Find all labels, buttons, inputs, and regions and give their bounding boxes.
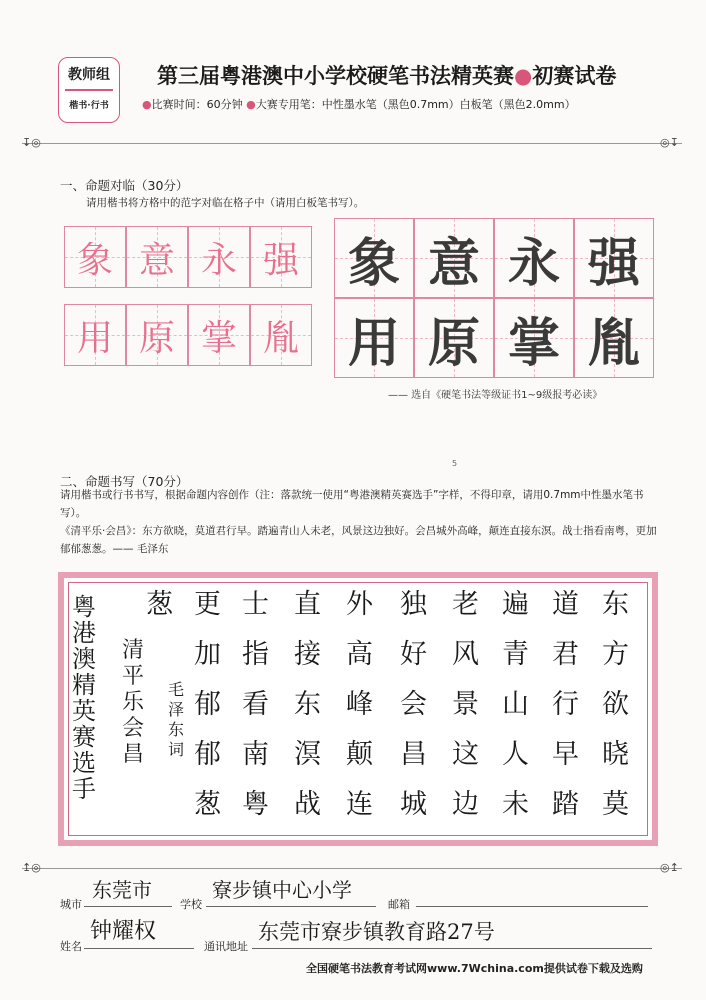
signature-char: 手 <box>72 775 96 803</box>
poem-char: 遍 <box>502 589 529 620</box>
model-char: 象 <box>347 232 400 294</box>
signature-char: 粤 <box>72 593 96 621</box>
model-char: 胤 <box>262 317 299 359</box>
poem-char: 这 <box>452 739 479 770</box>
model-char: 永 <box>507 232 560 294</box>
divider-ornament-right: ◎↥ <box>660 861 679 874</box>
model-char: 原 <box>427 312 480 374</box>
model-char-cell <box>494 298 574 378</box>
poem-column <box>294 580 321 830</box>
name-value[interactable]: 钟耀权 <box>90 919 157 944</box>
author-column <box>168 680 184 760</box>
model-char-cell <box>188 226 250 288</box>
model-char-cell <box>494 218 574 298</box>
exam-info <box>142 96 576 112</box>
model-char: 强 <box>587 232 640 294</box>
author-char: 泽 <box>168 700 185 719</box>
signature-char: 选 <box>72 749 96 777</box>
signature-char: 港 <box>72 619 96 647</box>
poem-char: 溟 <box>294 739 321 770</box>
poem-char: 峰 <box>346 689 373 720</box>
poem-char: 独 <box>400 589 427 620</box>
poem-char: 更 <box>194 589 221 620</box>
name-label: 姓名 <box>60 940 82 953</box>
poem-char: 老 <box>452 589 479 620</box>
header-divider <box>22 143 682 144</box>
poem-char: 加 <box>194 639 221 670</box>
poem-column <box>400 580 427 830</box>
model-char-cell <box>188 304 250 366</box>
poem-column <box>242 580 269 830</box>
poem-char: 昌 <box>400 739 427 770</box>
poem-column <box>452 580 479 830</box>
bullet-dot: ● <box>142 98 152 111</box>
model-char-cell <box>574 298 654 378</box>
poem-char: 战 <box>294 789 321 820</box>
model-char: 象 <box>76 239 113 281</box>
author-char: 毛 <box>168 680 185 699</box>
section2-instruction: 请用楷书或行书书写，根据命题内容创作（注：落款统一使用“粤港澳精英赛选手”字样，不得印章，请用0.7mm中性墨水笔书写）。 <box>60 489 644 519</box>
poem-title-char: 清 <box>122 638 145 663</box>
signature-char: 精 <box>72 671 96 699</box>
signature-char: 赛 <box>72 723 96 751</box>
poem-char: 连 <box>346 789 373 820</box>
section1-title: 一、命题对临（30分） <box>60 178 189 193</box>
model-char-cell <box>64 304 126 366</box>
address-value[interactable]: 东莞市寮步镇教育路27号 <box>258 920 495 944</box>
poem-char: 山 <box>502 689 529 720</box>
divider-ornament-left: ↧◎ <box>22 136 41 149</box>
poem-title-char: 会 <box>122 716 145 741</box>
poem-title-char: 昌 <box>122 742 145 767</box>
author-char: 东 <box>168 720 185 739</box>
model-char: 永 <box>200 239 237 281</box>
model-char-cell <box>250 304 312 366</box>
name-underline <box>84 948 194 949</box>
model-char-cell <box>414 218 494 298</box>
poem-text: 《清平乐·会昌》：东方欲晓，莫道君行早。踏遍青山人未老，风景这边独好。会昌城外高峰，颠连直接东溟。战士指看南粤，更加郁郁葱葱。—— 毛泽东 <box>60 525 657 555</box>
school-underline <box>206 906 376 907</box>
poem-char: 指 <box>242 639 269 670</box>
poem-char: 东 <box>602 589 629 620</box>
poem-char: 青 <box>502 639 529 670</box>
poem-char: 风 <box>452 639 479 670</box>
group-badge <box>58 57 120 123</box>
poem-char: 外 <box>346 589 373 620</box>
model-char-cell <box>334 218 414 298</box>
poem-column <box>602 580 629 830</box>
poem-char: 欲 <box>602 689 629 720</box>
section1-instruction: 请用楷书将方格中的范字对临在格子中（请用白板笔书写）。 <box>86 197 365 209</box>
divider-ornament-left: ↥◎ <box>22 861 41 874</box>
poem-title-char: 平 <box>122 664 145 689</box>
poem-char: 踏 <box>552 789 579 820</box>
school-value[interactable]: 寮步镇中心小学 <box>212 878 352 902</box>
model-char: 强 <box>262 239 299 281</box>
author-char: 词 <box>168 740 185 759</box>
badge-group-label: 教师组 <box>68 67 110 83</box>
exam-pen: 大赛专用笔：中性墨水笔（黑色0.7mm）白板笔（黑色2.0mm） <box>255 98 576 111</box>
model-char: 原 <box>138 317 175 359</box>
model-char: 意 <box>427 232 480 294</box>
title-main: 第三届粤港澳中小学校硬笔书法精英赛 <box>157 64 514 88</box>
poem-char: 人 <box>502 739 529 770</box>
model-char: 掌 <box>200 317 237 359</box>
city-label: 城市 <box>60 898 82 911</box>
poem-char: 好 <box>400 639 427 670</box>
signature-column <box>72 594 96 802</box>
poem-char: 方 <box>602 639 629 670</box>
page-title <box>157 60 616 90</box>
poem-column <box>552 580 579 830</box>
poem-char: 葱 <box>146 589 173 620</box>
signature-char: 英 <box>72 697 96 725</box>
poem-char: 东 <box>294 689 321 720</box>
model-char-cell <box>334 298 414 378</box>
bullet-dot: ● <box>246 98 256 111</box>
section2-title: 二、命题书写（70分） <box>60 474 189 489</box>
model-char-cell <box>574 218 654 298</box>
poem-char: 接 <box>294 639 321 670</box>
poem-char: 南 <box>242 739 269 770</box>
poem-char: 景 <box>452 689 479 720</box>
poem-title-char: 乐 <box>122 690 145 715</box>
address-underline <box>252 948 652 949</box>
model-char: 用 <box>347 312 400 374</box>
poem-column <box>194 580 221 830</box>
model-char: 胤 <box>587 312 640 374</box>
poem-char: 直 <box>294 589 321 620</box>
model-char: 用 <box>76 317 113 359</box>
city-value[interactable]: 东莞市 <box>92 878 152 902</box>
model-char-cell <box>64 226 126 288</box>
poem-char: 会 <box>400 689 427 720</box>
poem-char: 高 <box>346 639 373 670</box>
page-mark: 5 <box>452 459 458 468</box>
poem-char: 道 <box>552 589 579 620</box>
model-char-cell <box>414 298 494 378</box>
footer-text: 全国硬笔书法教育考试网www.7Wchina.com提供试卷下载及选购 <box>306 962 643 975</box>
address-label: 通讯地址 <box>204 940 248 953</box>
exam-time: 比赛时间：60分钟 <box>151 98 243 111</box>
poem-column <box>146 580 173 630</box>
poem-char: 君 <box>552 639 579 670</box>
poem-column <box>502 580 529 830</box>
postcode-underline[interactable] <box>416 906 648 907</box>
poem-char: 士 <box>242 589 269 620</box>
divider-ornament-right: ◎↧ <box>660 136 679 149</box>
model-char: 掌 <box>507 312 560 374</box>
signature-char: 澳 <box>72 645 96 673</box>
poem-char: 城 <box>400 789 427 820</box>
model-source: —— 选自《硬笔书法等级证书1~9级报考必读》 <box>388 390 603 401</box>
title-dot: ● <box>514 64 533 88</box>
poem-char: 郁 <box>194 689 221 720</box>
model-char-cell <box>126 304 188 366</box>
poem-char: 粤 <box>242 789 269 820</box>
poem-char: 早 <box>552 739 579 770</box>
city-underline <box>84 906 172 907</box>
form-divider <box>22 868 682 869</box>
postcode-label: 邮箱 <box>388 898 410 911</box>
poem-char: 边 <box>452 789 479 820</box>
poem-char: 郁 <box>194 739 221 770</box>
poem-char: 颠 <box>346 739 373 770</box>
poem-column <box>346 580 373 830</box>
model-char-cell <box>126 226 188 288</box>
model-char-cell <box>250 226 312 288</box>
badge-script-label: 楷书·行书 <box>69 101 109 111</box>
school-label: 学校 <box>180 898 202 911</box>
poem-char: 行 <box>552 689 579 720</box>
poem-char: 看 <box>242 689 269 720</box>
badge-divider <box>65 89 113 91</box>
poem-char: 莫 <box>602 789 629 820</box>
poem-char: 晓 <box>602 739 629 770</box>
title-tail: 初赛试卷 <box>532 64 617 88</box>
poem-char: 未 <box>502 789 529 820</box>
poem-title-column <box>122 638 144 768</box>
model-char: 意 <box>138 239 175 281</box>
poem-char: 葱 <box>194 789 221 820</box>
